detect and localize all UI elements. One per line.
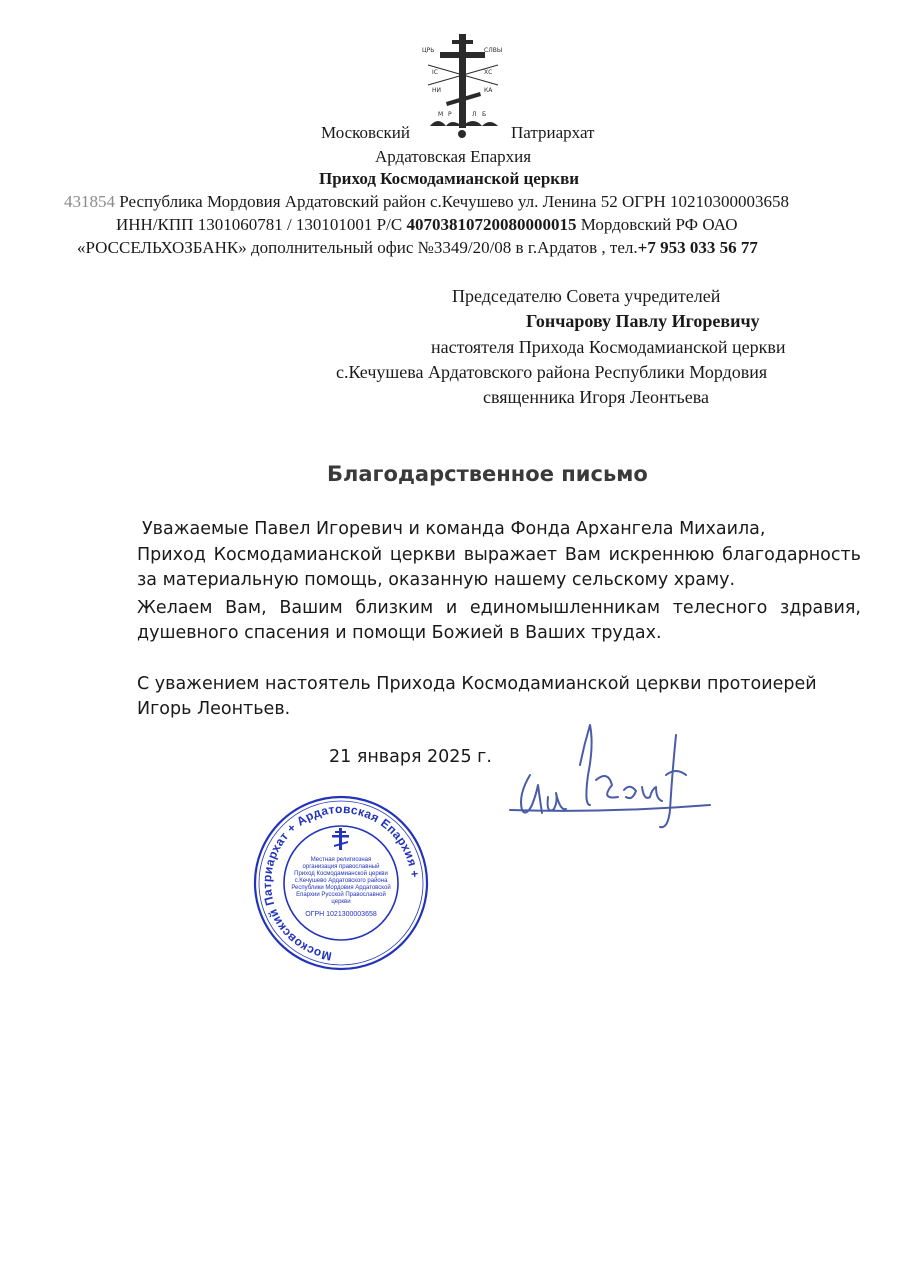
parish-seal-stamp bbox=[253, 795, 429, 975]
inn-kpp: ИНН/КПП 1301060781 / 130101001 Р/С bbox=[116, 215, 407, 234]
parish-name: Приход Космодамианской церкви bbox=[319, 169, 580, 188]
address-line-2 bbox=[116, 213, 737, 237]
address-line-3 bbox=[77, 236, 758, 260]
emblem-lettering: М bbox=[438, 111, 444, 118]
addressee-title: Председателю Совета учредителей bbox=[452, 286, 721, 306]
bank-account: 40703810720080000015 bbox=[406, 215, 577, 234]
addressee-line-5: священника Игоря Леонтьева bbox=[483, 387, 709, 407]
postal-code: 431854 bbox=[64, 192, 115, 211]
emblem-lettering: НИ bbox=[432, 87, 441, 94]
stamp-center-line: с.Кечушево Ардатовского района bbox=[294, 878, 388, 884]
addressee-line-4: с.Кечушева Ардатовского района Республики Мордовия bbox=[336, 362, 768, 382]
emblem-lettering: СЛВЫ bbox=[484, 47, 503, 54]
stamp-center-line: Местная религиозная bbox=[310, 857, 372, 863]
paragraph-wishes: Желаем Вам, Вашим близким и единомышленникам телесного здравия, душевного спасения и помощи Божией в Ваших трудах. bbox=[137, 598, 861, 643]
emblem-lettering: Л bbox=[472, 111, 477, 118]
emblem-lettering: ХС bbox=[484, 69, 493, 76]
address-line-1 bbox=[64, 190, 789, 214]
stamp-center-line: Приход Космодамианской церкви bbox=[294, 871, 388, 877]
emblem-lettering: IС bbox=[432, 69, 438, 76]
patriarchate-right: Патриархат bbox=[511, 123, 595, 142]
stamp-center-line: Республики Мордовия Ардатовской bbox=[291, 885, 391, 891]
addressee-name: Гончарову Павлу Игоревичу bbox=[526, 311, 760, 331]
emblem-lettering: КА bbox=[484, 87, 493, 94]
greeting: Уважаемые Павел Игоревич и команда Фонда Архангела Михаила, bbox=[142, 519, 766, 539]
closing-line-2: Игорь Леонтьев. bbox=[137, 699, 291, 719]
closing-line-1: С уважением настоятель Прихода Космодамианской церкви протоиерей bbox=[137, 674, 817, 694]
emblem-lettering: Р bbox=[448, 111, 452, 118]
addressee-line-3: настоятеля Прихода Космодамианской церкви bbox=[431, 337, 786, 357]
letter-date: 21 января 2025 г. bbox=[329, 747, 492, 767]
stamp-center-line: церкви bbox=[331, 899, 351, 905]
eparchy-name: Ардатовская Епархия bbox=[375, 147, 532, 166]
stamp-center-line: организация православный bbox=[302, 864, 380, 870]
stamp-ogrn: ОГРН 1021300003658 bbox=[305, 911, 377, 918]
patriarchate-left: Московский bbox=[321, 123, 410, 142]
emblem-lettering: Б bbox=[482, 111, 487, 118]
stamp-center-line: Епархии Русской Православной bbox=[296, 892, 386, 898]
bank-office: «РОССЕЛЬХОЗБАНК» дополнительный офис №3349/20/08 в г.Ардатов , тел. bbox=[77, 238, 638, 257]
stamp-ring-text: Московский Патриархат + Ардатовская Епархия + bbox=[259, 801, 422, 964]
address-text: Республика Мордовия Ардатовский район с.Кечушево ул. Ленина 52 ОГРН 10210300003658 bbox=[115, 192, 790, 211]
emblem-lettering: ЦРЬ bbox=[422, 47, 435, 54]
paragraph-gratitude: Приход Космодамианской церкви выражает Вам искреннюю благодарность за материальную помощь, оказанную нашему сельскому храму. bbox=[137, 545, 861, 590]
handwritten-signature bbox=[500, 705, 720, 835]
orthodox-cross-emblem bbox=[418, 30, 508, 142]
phone-number: +7 953 033 56 77 bbox=[637, 238, 758, 257]
bank-name: Мордовский РФ ОАО bbox=[576, 215, 738, 234]
letter-title: Благодарственное письмо bbox=[327, 462, 648, 486]
